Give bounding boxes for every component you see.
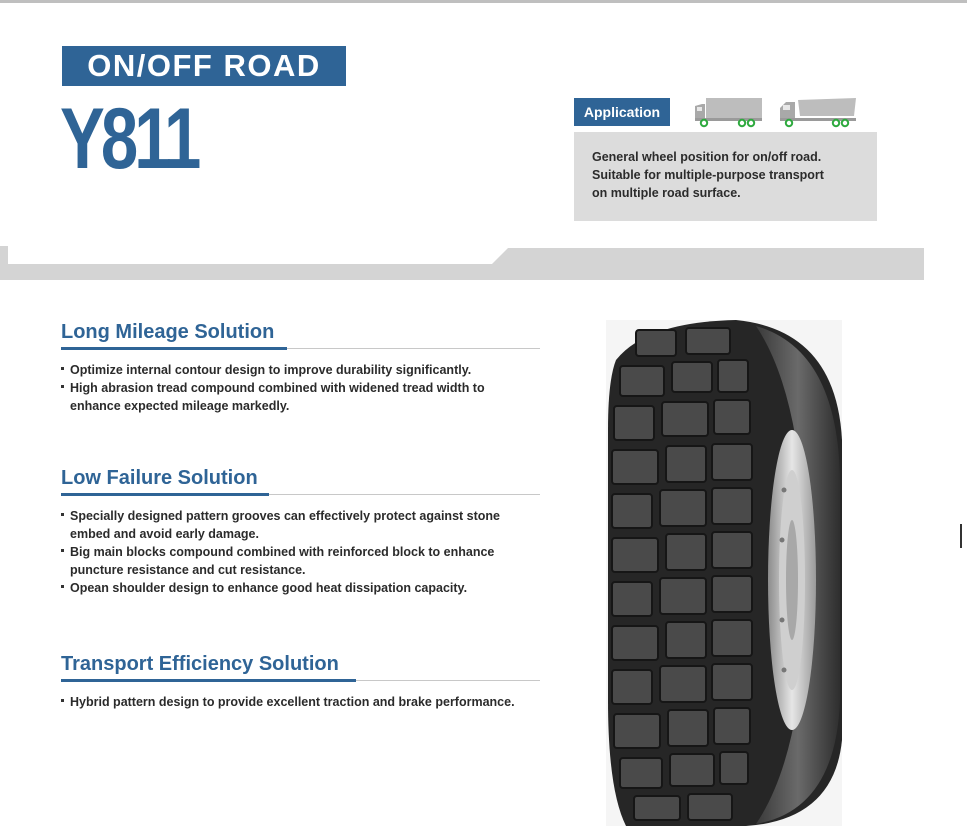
- section-rule: [61, 347, 540, 349]
- application-line: on multiple road surface.: [592, 186, 741, 200]
- list-item: embed and avoid early damage.: [70, 527, 259, 541]
- bullet-list: [61, 693, 541, 711]
- edge-mark: [960, 524, 962, 548]
- application-description: [574, 132, 877, 221]
- top-rule: [0, 0, 967, 3]
- tire-drawing: [606, 320, 842, 826]
- model-name: Y811: [60, 91, 198, 187]
- section-title: Long Mileage Solution: [61, 321, 275, 343]
- bullet-list: [61, 361, 541, 415]
- bullet-list: [61, 507, 541, 597]
- list-item: enhance expected mileage markedly.: [70, 399, 290, 413]
- list-item: Big main blocks compound combined with reinforced block to enhance: [61, 543, 541, 561]
- list-item: Hybrid pattern design to provide excellent traction and brake performance.: [61, 693, 541, 711]
- category-banner: ON/OFF ROAD: [62, 46, 346, 86]
- dump-truck-icon: [778, 96, 858, 128]
- list-item: Specially designed pattern grooves can effectively protect against stone: [61, 507, 541, 525]
- truck-icon: [694, 96, 764, 128]
- list-item: High abrasion tread compound combined with widened tread width to: [61, 379, 541, 397]
- application-tag: Application: [574, 98, 670, 126]
- section-long-mileage: [61, 319, 541, 415]
- section-transport-efficiency: [61, 651, 541, 711]
- list-item: Optimize internal contour design to improve durability significantly.: [61, 361, 541, 379]
- header-divider-band: [0, 246, 967, 282]
- application-line: General wheel position for on/off road.: [592, 150, 822, 164]
- application-line: Suitable for multiple-purpose transport: [592, 168, 824, 182]
- section-rule: [61, 679, 540, 681]
- section-title: Low Failure Solution: [61, 467, 258, 489]
- tire-image: [606, 320, 842, 826]
- section-title: Transport Efficiency Solution: [61, 653, 339, 675]
- section-rule: [61, 493, 540, 495]
- section-low-failure: [61, 465, 541, 597]
- list-item: Opean shoulder design to enhance good heat dissipation capacity.: [61, 579, 541, 597]
- list-item: puncture resistance and cut resistance.: [70, 563, 306, 577]
